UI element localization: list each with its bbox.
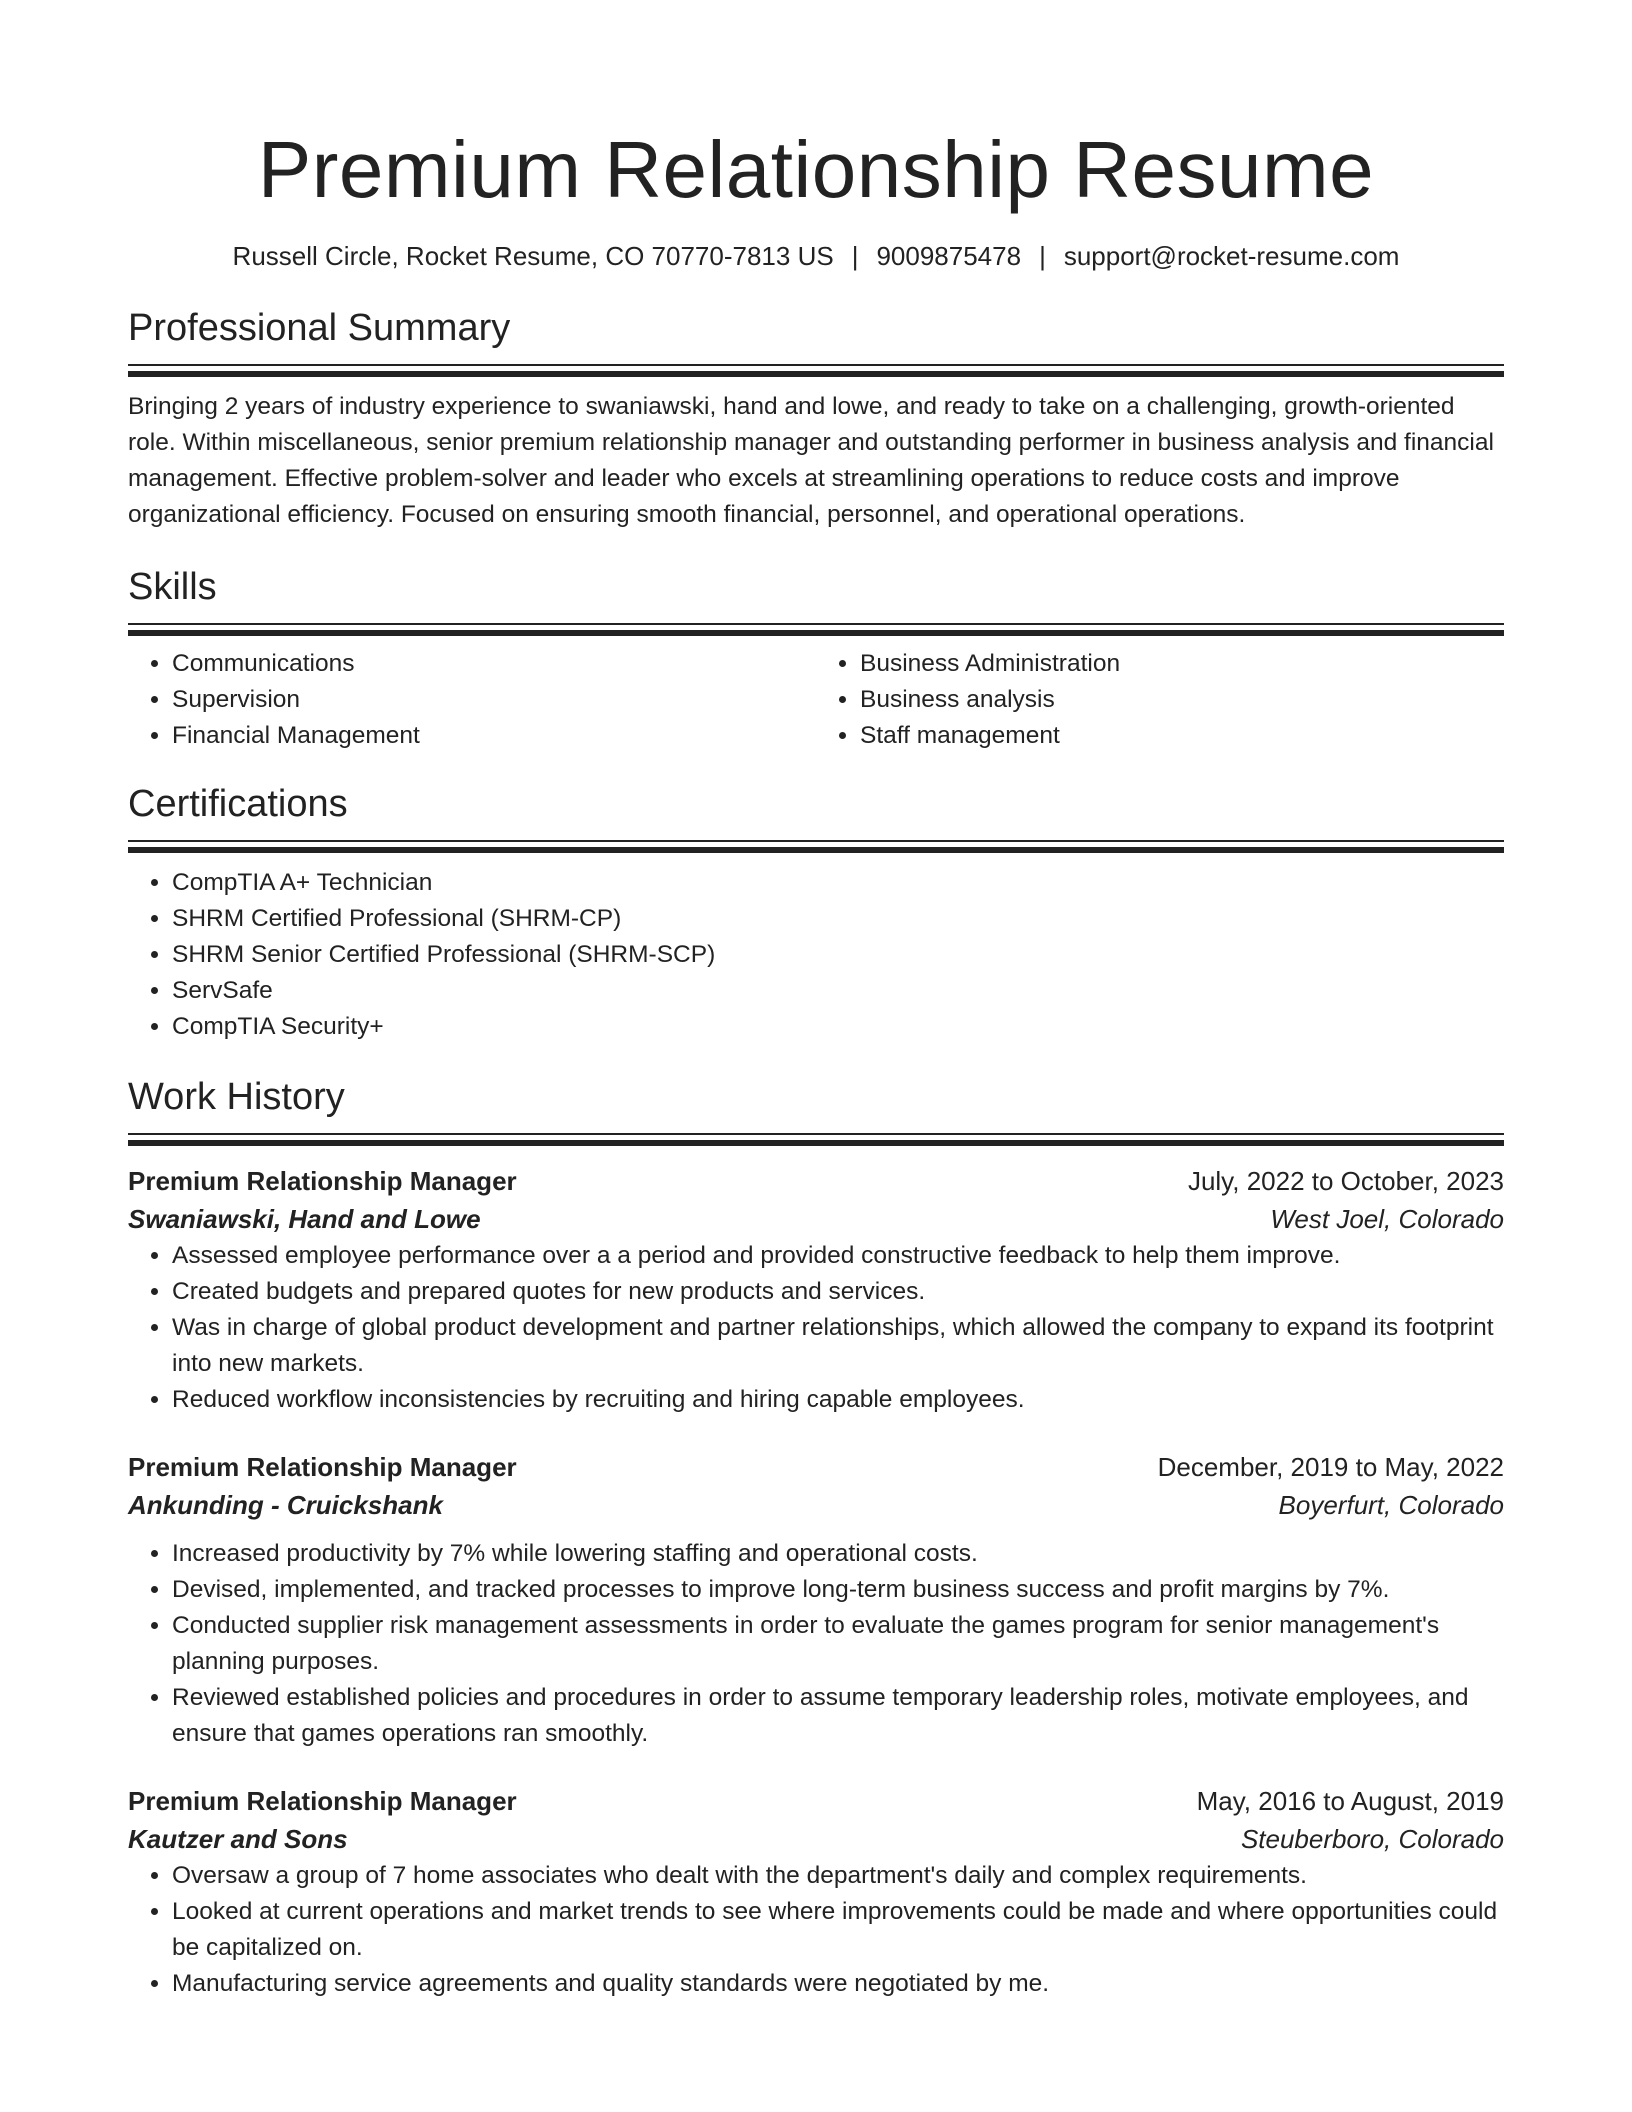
job-bullet: • Looked at current operations and market trends to see where improvements could be made and where opportunities could be capitalized on. (172, 1894, 1504, 1966)
job-company: Swaniawski, Hand and Lowe (128, 1204, 481, 1234)
skills-list-right (816, 646, 1504, 754)
job-bullet: • Increased productivity by 7% while lowering staffing and operational costs. (172, 1536, 1504, 1572)
skills-grid (128, 646, 1504, 754)
job-bullet: • Created budgets and prepared quotes for new products and services. (172, 1274, 1504, 1310)
job-location: Steuberboro, Colorado (1240, 1824, 1504, 1854)
skill-item: • Financial Management (172, 718, 816, 754)
job-location: Boyerfurt, Colorado (1278, 1490, 1504, 1520)
certification-item: • CompTIA A+ Technician (172, 865, 1504, 901)
summary-section (128, 304, 1504, 533)
summary-text: Bringing 2 years of industry experience to swaniawski, hand and lowe, and ready to take on a challenging, growth-oriented role. Within miscellaneous, senior premium relationship manager and outstanding performer in business analysis and financial management. Effective problem-solver and leader who excels at streamlining operations to reduce costs and improve organizational efficiency. Focused on ensuring smooth financial, personnel, and operational operations. (128, 393, 1494, 528)
job-company: Kautzer and Sons (128, 1824, 348, 1854)
section-divider (128, 1133, 1504, 1146)
job-title: Premium Relationship Manager (128, 1166, 517, 1196)
job-bullet: • Reduced workflow inconsistencies by recruiting and hiring capable employees. (172, 1382, 1504, 1418)
job-bullet: • Assessed employee performance over a a period and provided constructive feedback to help them improve. (172, 1238, 1504, 1274)
skill-item: • Supervision (172, 682, 816, 718)
certification-item: • SHRM Certified Professional (SHRM-CP) (172, 901, 1504, 937)
job-title: Premium Relationship Manager (128, 1452, 517, 1482)
certification-item: • SHRM Senior Certified Professional (SHRM-SCP) (172, 937, 1504, 973)
job-subheader (128, 1200, 1504, 1238)
job-bullets (128, 1238, 1504, 1418)
job-entry (128, 1448, 1504, 1752)
certification-item: • ServSafe (172, 973, 1504, 1009)
job-entry (128, 1782, 1504, 2002)
contact-address: Russell Circle, Rocket Resume, CO 70770-7813 US (232, 241, 834, 271)
job-bullets (128, 1858, 1504, 2002)
job-bullet: • Was in charge of global product development and partner relationships, which allowed the company to expand its footprint into new markets. (172, 1310, 1504, 1382)
job-dates: May, 2016 to August, 2019 (1196, 1786, 1504, 1816)
certifications-heading: Certifications (128, 783, 348, 825)
contact-separator: | (1039, 241, 1046, 271)
job-title: Premium Relationship Manager (128, 1786, 517, 1816)
job-header (128, 1448, 1504, 1486)
job-subheader (128, 1820, 1504, 1858)
job-header (128, 1782, 1504, 1820)
certifications-section (128, 780, 1504, 1045)
job-bullet: • Oversaw a group of 7 home associates who dealt with the department's daily and complex requirements. (172, 1858, 1504, 1894)
certification-item: • CompTIA Security+ (172, 1009, 1504, 1045)
contact-phone: 9009875478 (876, 241, 1022, 271)
resume-title: Premium Relationship Resume (257, 125, 1375, 214)
skill-item: • Communications (172, 646, 816, 682)
contact-separator: | (851, 241, 859, 271)
job-company: Ankunding - Cruickshank (128, 1490, 443, 1520)
summary-heading: Professional Summary (128, 307, 511, 349)
skill-item: • Staff management (860, 718, 1504, 754)
job-dates: December, 2019 to May, 2022 (1157, 1452, 1504, 1482)
work-history-heading: Work History (128, 1076, 345, 1118)
skill-item: • Business analysis (860, 682, 1504, 718)
section-divider (128, 840, 1504, 853)
job-header (128, 1162, 1504, 1200)
job-dates: July, 2022 to October, 2023 (1187, 1166, 1504, 1196)
job-bullet: • Manufacturing service agreements and quality standards were negotiated by me. (172, 1966, 1504, 2002)
contact-line (128, 238, 1504, 274)
skill-item: • Business Administration (860, 646, 1504, 682)
section-divider (128, 623, 1504, 636)
job-location: West Joel, Colorado (1270, 1204, 1504, 1234)
job-bullet: • Reviewed established policies and procedures in order to assume temporary leadership roles, motivate employees, and ensure that games operations ran smoothly. (172, 1680, 1504, 1752)
job-bullets (128, 1536, 1504, 1752)
certifications-list (128, 865, 1504, 1045)
skills-section (128, 563, 1504, 754)
work-history-section (128, 1073, 1504, 2002)
job-entry (128, 1162, 1504, 1418)
skills-heading: Skills (128, 566, 217, 608)
job-subheader (128, 1486, 1504, 1524)
job-bullet: • Conducted supplier risk management assessments in order to evaluate the games program for senior management's planning purposes. (172, 1608, 1504, 1680)
resume-page (128, 0, 1504, 2002)
contact-email: support@rocket-resume.com (1063, 241, 1400, 271)
section-divider (128, 364, 1504, 377)
job-bullet: • Devised, implemented, and tracked processes to improve long-term business success and profit margins by 7%. (172, 1572, 1504, 1608)
skills-list-left (128, 646, 816, 754)
